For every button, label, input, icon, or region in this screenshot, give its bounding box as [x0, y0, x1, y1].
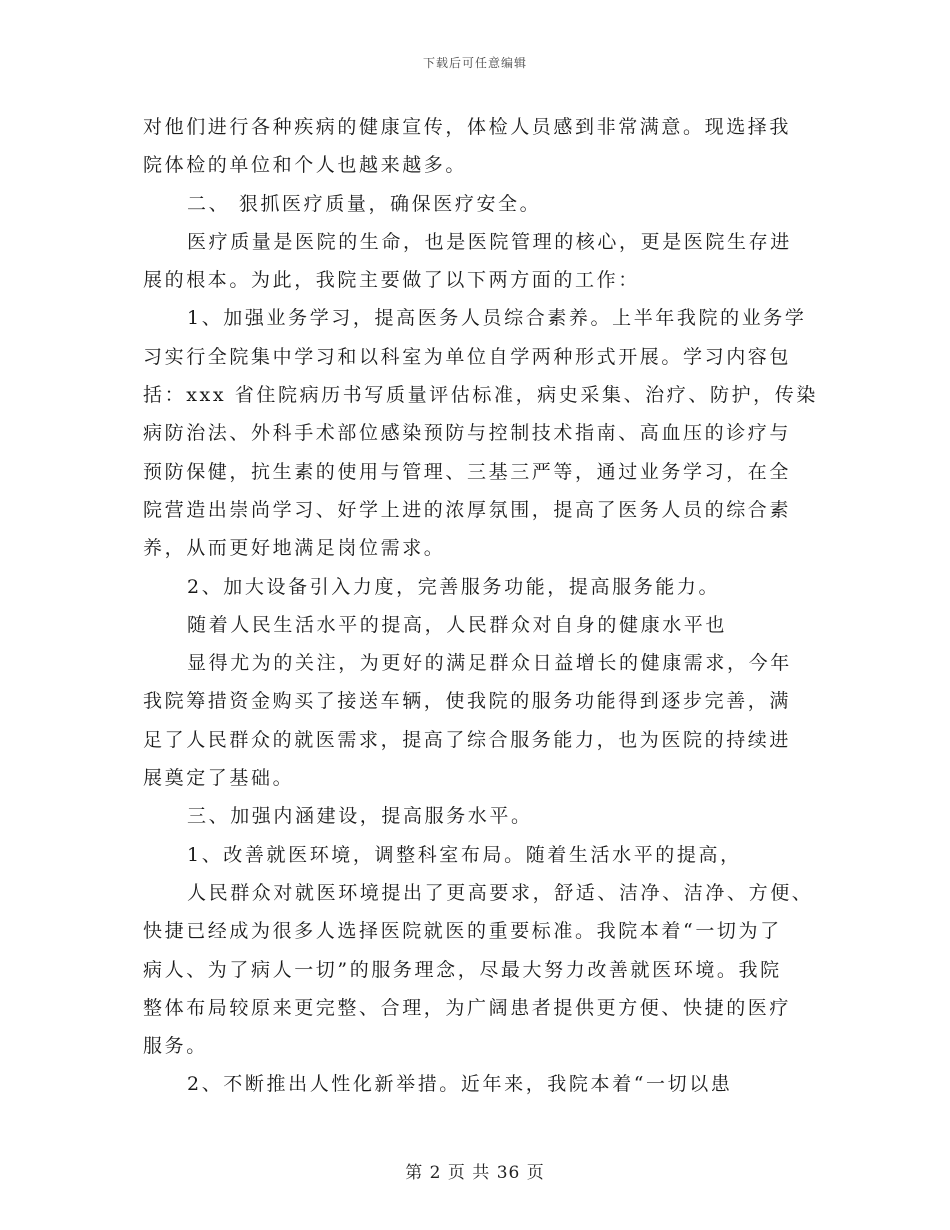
- text-line: 预防保健，抗生素的使用与管理、三基三严等，通过业务学习，在全: [143, 460, 792, 483]
- text-line: 括：xxx 省住院病历书写质量评估标准，病史采集、治疗、防护，传染: [143, 384, 818, 407]
- text-line: 院营造出崇尚学习、好学上进的浓厚氛围，提高了医务人员的综合素: [143, 498, 792, 521]
- page-footer: 第 2 页 共 36 页: [405, 1163, 545, 1183]
- text-line: 1、加强业务学习，提高医务人员综合素养。上半年我院的业务学: [187, 307, 807, 330]
- text-line: 2、不断推出人性化新举措。近年来，我院本着“一切以患: [187, 1073, 733, 1096]
- text-line: 我院筹措资金购买了接送车辆，使我院的服务功能得到逐步完善，满: [143, 690, 792, 713]
- text-line: 病防治法、外科手术部位感染预防与控制技术指南、高血压的诊疗与: [143, 422, 792, 445]
- text-line: 快捷已经成为很多人选择医院就医的重要标准。我院本着“一切为了: [143, 920, 782, 943]
- text-line: 养，从而更好地满足岗位需求。: [143, 537, 446, 560]
- document-body: [143, 108, 818, 1104]
- text-line: 足了人民群众的就医需求，提高了综合服务能力，也为医院的持续进: [143, 728, 792, 751]
- text-line: 随着人民生活水平的提高，人民群众对自身的健康水平也: [187, 613, 728, 636]
- text-line: 整体布局较原来更完整、合理，为广阔患者提供更方便、快捷的医疗: [143, 996, 792, 1019]
- text-line: 病人、为了病人一切”的服务理念，尽最大努力改善就医环境。我院: [143, 958, 782, 981]
- text-line: 显得尤为的关注，为更好的满足群众日益增长的健康需求，今年: [187, 652, 792, 675]
- text-line: 展的根本。为此，我院主要做了以下两方面的工作：: [143, 269, 640, 292]
- text-line: 习实行全院集中学习和以科室为单位自学两种形式开展。学习内容包: [143, 345, 792, 368]
- page-header: 下载后可任意编辑: [422, 56, 527, 70]
- text-line: 展奠定了基础。: [143, 767, 295, 790]
- section-heading: 三、加强内涵建设，提高服务水平。: [187, 805, 533, 828]
- text-line: 2、加大设备引入力度，完善服务功能，提高服务能力。: [187, 575, 721, 598]
- text-line: 服务。: [143, 1035, 208, 1058]
- text-line: 对他们进行各种疾病的健康宣传，体检人员感到非常满意。现选择我: [143, 116, 792, 138]
- text-line: 1、改善就医环境，调整科室布局。随着生活水平的提高，: [187, 843, 742, 866]
- text-line: 人民群众对就医环境提出了更高要求，舒适、洁净、洁净、方便、: [187, 881, 814, 904]
- text-line: 医疗质量是医院的生命，也是医院管理的核心，更是医院生存进: [187, 230, 792, 253]
- text-line: 院体检的单位和个人也越来越多。: [143, 154, 468, 177]
- section-heading: 二、 狠抓医疗质量，确保医疗安全。: [187, 192, 542, 215]
